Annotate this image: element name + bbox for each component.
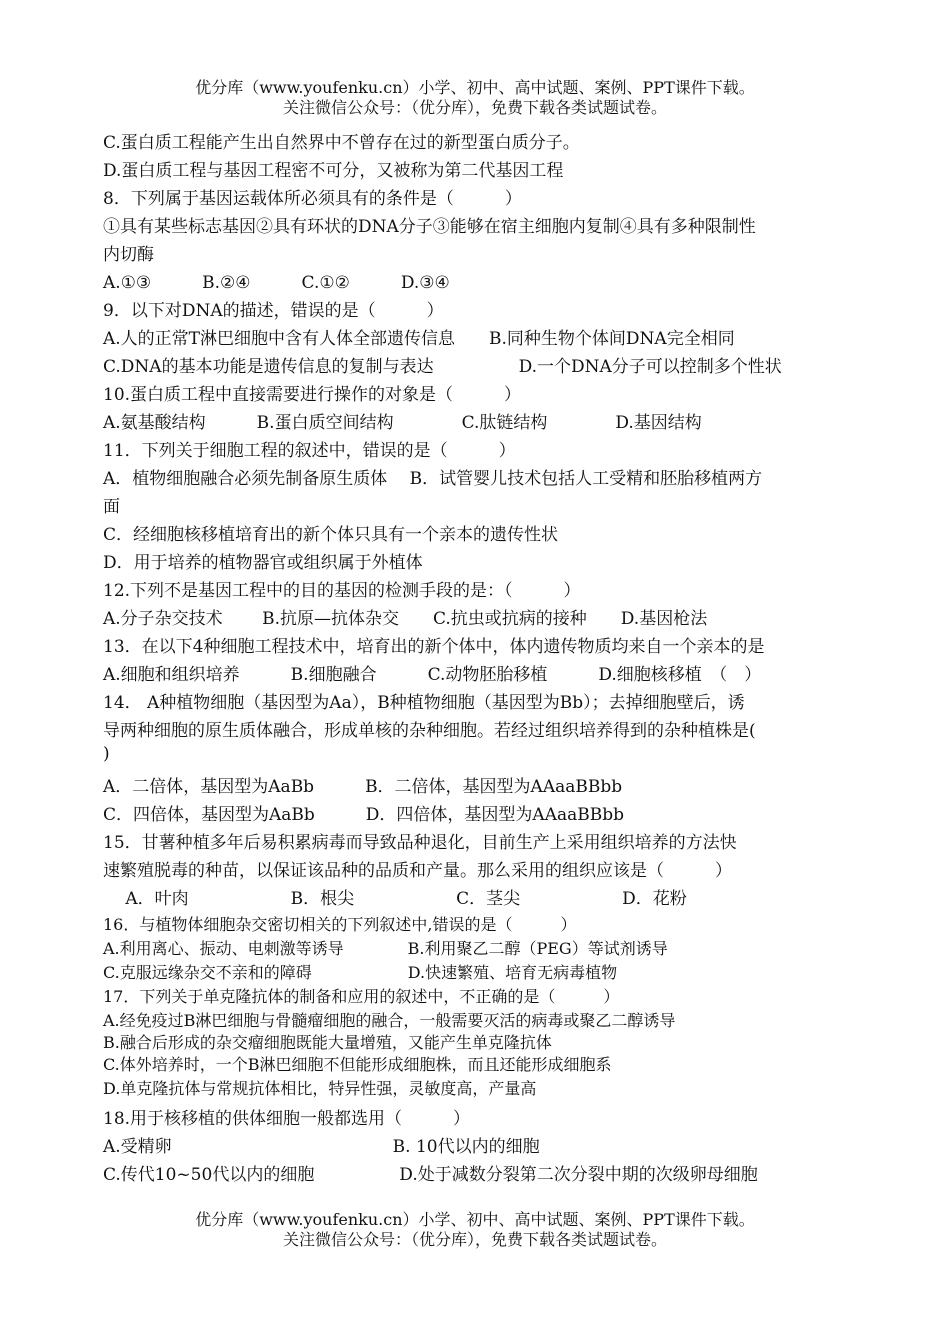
question-14-options-cd: C．四倍体，基因型为AaBb D．四倍体，基因型为AAaaBBbb bbox=[103, 805, 624, 825]
question-15: 15．甘薯种植多年后易积累病毒而导致品种退化，目前生产上采用组织培养的方法快 bbox=[103, 833, 737, 853]
question-8-options: A.①③ B.②④ C.①② D.③④ bbox=[103, 273, 450, 293]
question-17: 17．下列关于单克隆抗体的制备和应用的叙述中，不正确的是（ ） bbox=[103, 987, 620, 1006]
question-11-option-c: C．经细胞核移植培育出的新个体只具有一个亲本的遗传性状 bbox=[103, 525, 559, 545]
question-8: 8．下列属于基因运载体所必须具有的条件是（ ） bbox=[103, 189, 522, 209]
question-10: 10.蛋白质工程中直接需要进行操作的对象是（ ） bbox=[103, 385, 522, 405]
question-9-options-ab: A.人的正常T淋巴细胞中含有人体全部遗传信息 B.同种生物个体间DNA完全相同 bbox=[103, 329, 735, 349]
header-line-1: 优分库（www.youfenku.cn）小学、初中、高中试题、案例、PPT课件下载。 bbox=[195, 78, 755, 97]
question-11-options-ab: A．植物细胞融合必须先制备原生质体 B．试管婴儿技术包括人工受精和胚胎移植两方 bbox=[103, 469, 763, 489]
question-16: 16．与植物体细胞杂交密切相关的下列叙述中,错误的是（ ） bbox=[103, 915, 577, 934]
footer-line-1: 优分库（www.youfenku.cn）小学、初中、高中试题、案例、PPT课件下载。 bbox=[195, 1210, 755, 1229]
question-14: 14． A种植物细胞（基因型为Aa），B种植物细胞（基因型为Bb）；去掉细胞壁后，诱 bbox=[103, 693, 745, 713]
question-14-options-ab: A．二倍体，基因型为AaBb B．二倍体，基因型为AAaaBBbb bbox=[103, 777, 623, 797]
question-16-options-ab: A.利用离心、振动、电刺激等诱导 B.利用聚乙二醇（PEG）等试剂诱导 bbox=[103, 939, 668, 958]
question-11: 11．下列关于细胞工程的叙述中，错误的是（ ） bbox=[103, 441, 516, 461]
question-9: 9．以下对DNA的描述，错误的是（ ） bbox=[103, 301, 444, 321]
question-11-option-d: D．用于培养的植物器官或组织属于外植体 bbox=[103, 553, 423, 573]
question-8-conditions: ①具有某些标志基因②具有环状的DNA分子③能够在宿主细胞内复制④具有多种限制性 bbox=[103, 217, 756, 237]
question-14-paren: ) bbox=[103, 744, 110, 764]
question-9-options-cd: C.DNA的基本功能是遗传信息的复制与表达 D.一个DNA分子可以控制多个性状 bbox=[103, 357, 782, 377]
question-16-options-cd: C.克服远缘杂交不亲和的障碍 D.快速繁殖、培育无病毒植物 bbox=[103, 963, 618, 982]
question-18: 18.用于核移植的供体细胞一般都选用（ ） bbox=[103, 1109, 471, 1129]
question-15-cont: 速繁殖脱毒的种苗，以保证该品种的品质和产量。那么采用的组织应该是（ ） bbox=[103, 861, 732, 881]
question-17-option-b: B.融合后形成的杂交瘤细胞既能大量增殖，又能产生单克隆抗体 bbox=[103, 1033, 552, 1052]
question-12-options: A.分子杂交技术 B.抗原—抗体杂交 C.抗虫或抗病的接种 D.基因枪法 bbox=[103, 609, 708, 629]
question-18-options-cd: C.传代10~50代以内的细胞 D.处于减数分裂第二次分裂中期的次级卵母细胞 bbox=[103, 1165, 758, 1185]
question-13: 13．在以下4种细胞工程技术中，培育出的新个体中，体内遗传物质均来自一个亲本的是 bbox=[103, 637, 765, 657]
question-14-cont: 导两种细胞的原生质体融合，形成单核的杂种细胞。若经过组织培养得到的杂种植株是( bbox=[103, 721, 756, 741]
question-17-option-a: A.经免疫过B淋巴细胞与骨髓瘤细胞的融合，一般需要灭活的病毒或聚乙二醇诱导 bbox=[103, 1011, 676, 1030]
question-10-options: A.氨基酸结构 B.蛋白质空间结构 C.肽链结构 D.基因结构 bbox=[103, 413, 702, 433]
page-header bbox=[0, 78, 950, 118]
header-line-2: 关注微信公众号：（优分库），免费下载各类试题试卷。 bbox=[282, 98, 667, 117]
question-17-option-d: D.单克隆抗体与常规抗体相比，特异性强，灵敏度高，产量高 bbox=[103, 1079, 537, 1098]
question-15-options: A．叶肉 B．根尖 C．茎尖 D．花粉 bbox=[103, 889, 687, 909]
question-8-conditions-cont: 内切酶 bbox=[103, 245, 154, 265]
question-17-option-c: C.体外培养时，一个B淋巴细胞不但能形成细胞株，而且还能形成细胞系 bbox=[103, 1055, 612, 1074]
page-footer bbox=[0, 1210, 950, 1250]
question-13-options: A.细胞和组织培养 B.细胞融合 C.动物胚胎移植 D.细胞核移植 （ ） bbox=[103, 665, 762, 685]
question-11-options-ab-cont: 面 bbox=[103, 497, 120, 517]
line-d-protein-engineering: D.蛋白质工程与基因工程密不可分，又被称为第二代基因工程 bbox=[103, 161, 564, 181]
question-12: 12.下列不是基因工程中的目的基因的检测手段的是：（ ） bbox=[103, 581, 581, 601]
footer-line-2: 关注微信公众号：（优分库），免费下载各类试题试卷。 bbox=[282, 1230, 667, 1249]
line-c-protein-engineering: C.蛋白质工程能产生出自然界中不曾存在过的新型蛋白质分子。 bbox=[103, 133, 580, 153]
question-18-options-ab: A.受精卵 B. 10代以内的细胞 bbox=[103, 1137, 540, 1157]
